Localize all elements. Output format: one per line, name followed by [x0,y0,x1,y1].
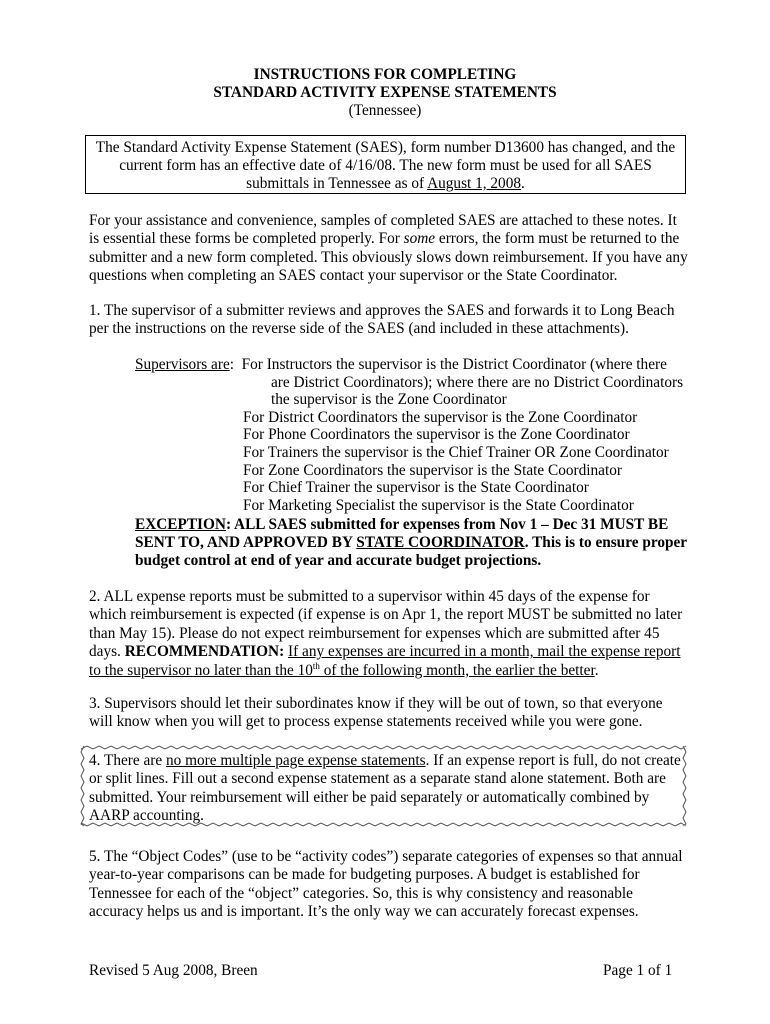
item-4-underlined: no more multiple page expense statements [166,752,426,769]
intro-part-2: errors, the form must be returned to the submitter and a new form completed. This obviously slows down reimbursement. If you have any questions when completing an SAES contact your supervisor or the State Coordinator. [89,230,688,285]
supervisors-label: Supervisors are [135,356,230,373]
recommendation-text-1: If any expenses are incurred in a month, mail the expense report to the supervisor no later than the 10 [89,643,681,679]
footer-revision: Revised 5 Aug 2008, Breen [89,962,258,979]
recommendation-text-2: of the following month, the earlier the better [319,661,595,679]
exception-underlined: STATE COORDINATOR [356,534,525,551]
notice-end: . [521,175,525,192]
supervisor-instructors: For Instructors the supervisor is the District Coordinator (where there [241,356,667,373]
supervisor-rule: For District Coordinators the supervisor is the Zone Coordinator [243,408,638,426]
footer-page-number: Page 1 of 1 [603,962,673,979]
title-line-2: STANDARD ACTIVITY EXPENSE STATEMENTS [213,84,557,101]
notice-box [85,135,686,194]
item-5: 5. The “Object Codes” (use to be “activity codes”) separate categories of expenses so that annual year-to-year comparisons can be made for budgeting purposes. A budget is established for Tennessee for each of the “object” categories. So, this is why consistency and reasonable accuracy helps us and is important. It’s the only way we can accurately forecast expenses. [89,848,683,921]
supervisor-rule: For Chief Trainer the supervisor is the State Coordinator [243,479,589,497]
supervisor-rule: For Zone Coordinators the supervisor is the State Coordinator [243,461,622,479]
subtitle: (Tennessee) [348,102,422,119]
supervisor-rule: For Marketing Specialist the supervisor is the State Coordinator [243,496,634,514]
exception-label: EXCEPTION [135,516,226,533]
supervisor-rule: For Phone Coordinators the supervisor is the Zone Coordinator [243,426,630,444]
recommendation-end: . [594,661,599,679]
item-3: 3. Supervisors should let their subordinates know if they will be out of town, so that everyone will know when you will get to process expense statements received while you were gone. [89,695,663,731]
exception-notice [135,516,695,570]
exception-text-1: : ALL SAES submitted for expenses from Nov 1 – Dec 31 MUST BE SENT TO, AND APPROVED BY [135,516,669,551]
recommendation-label: RECOMMENDATION: [124,643,285,661]
exception-text-2: . This is to ensure proper budget control at end of year and accurate budget projections. [135,534,687,569]
notice-date: August 1, 2008 [427,175,521,192]
item-2-text: 2. ALL expense reports must be submitted to a supervisor within 45 days of the expense for which reimbursement is expected (if expense is on Apr 1, the report MUST be submitted no later than May 15). Please do not expect reimbursement for expenses which are submitted after 45 days. [89,588,683,661]
supervisor-instructors-cont-2: the supervisor is the Zone Coordinator [271,391,507,409]
item-4-prefix: 4. There are [89,752,167,769]
item-4-text: . If an expense report is full, do not create or split lines. Fill out a second expense statement as a separate stand alone statement. Both are submitted. Your reimbursement will either be paid separately or automatically combined by AARP accounting. [89,752,681,825]
intro-part-1: For your assistance and convenience, samples of completed SAES are attached to these notes. It is essential these forms be completed properly. For [89,212,677,248]
supervisor-rule: For Trainers the supervisor is the Chief Trainer OR Zone Coordinator [243,443,669,461]
recommendation-sup: th [312,660,320,671]
supervisor-instructors-cont-1: are District Coordinators); where there are no District Coordinators [271,373,684,391]
intro-paragraph [89,212,689,286]
item-4 [89,752,684,826]
supervisors-list [135,356,695,514]
item-1: 1. The supervisor of a submitter reviews and approves the SAES and forwards it to Long Beach per the instructions on the reverse side of the SAES (and included in these attachments). [89,302,675,338]
title-line-1: INSTRUCTIONS FOR COMPLETING [253,66,517,83]
supervisors-colon: : [229,356,234,373]
item-2 [89,588,689,680]
intro-emphasis: some [403,230,436,248]
notice-text: The Standard Activity Expense Statement (SAES), form number D13600 has changed, and the current form has an effective date of 4/16/08. The new form must be used for all SAES submittals in Tennessee as of [95,139,676,192]
